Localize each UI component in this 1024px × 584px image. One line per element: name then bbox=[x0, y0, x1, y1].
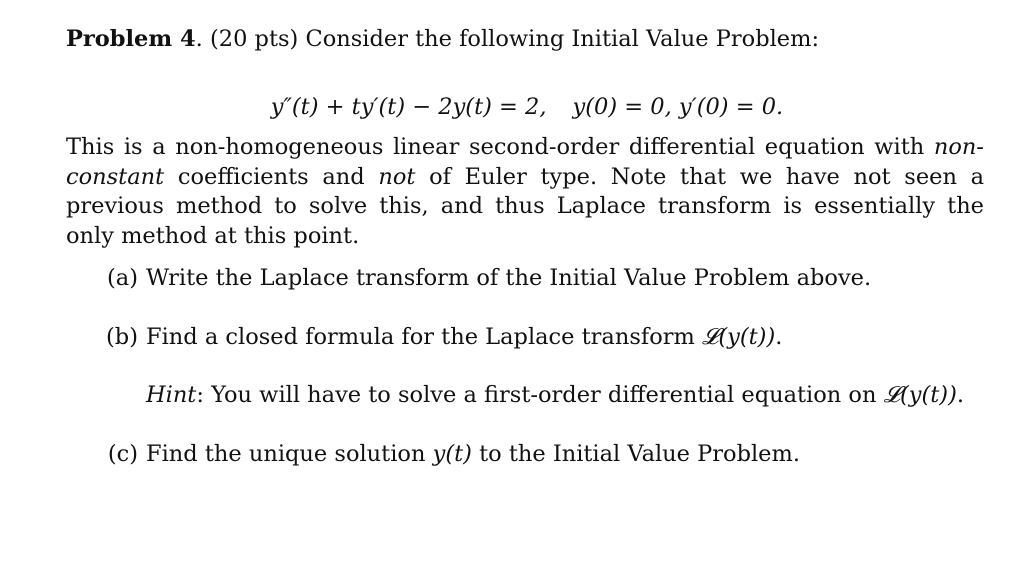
part-a-marker: (a) bbox=[107, 265, 138, 291]
problem-heading bbox=[66, 24, 819, 54]
part-b-end: . bbox=[775, 324, 783, 350]
hint-math: 𝓛(y(t)) bbox=[883, 382, 957, 408]
part-c-marker: (c) bbox=[107, 441, 138, 467]
part-c-math: y(t) bbox=[432, 441, 472, 467]
hint-label: Hint bbox=[146, 382, 197, 408]
ode-expression: y″(t) + ty′(t) − 2y(t) = 2, bbox=[270, 94, 547, 120]
description-emphasis-1: non-constant bbox=[66, 134, 984, 190]
part-b bbox=[106, 322, 783, 352]
problem-intro: Consider the following Initial Value Problem: bbox=[305, 26, 820, 52]
description-text-2: coefficients and bbox=[177, 163, 365, 190]
description-paragraph bbox=[66, 133, 984, 251]
part-b-math: 𝓛(y(t)) bbox=[702, 324, 776, 350]
part-b-text: Find a closed formula for the Laplace transform bbox=[146, 324, 695, 350]
part-b-marker: (b) bbox=[106, 324, 138, 350]
ivp-equation bbox=[0, 92, 1024, 122]
problem-label: Problem 4 bbox=[66, 26, 196, 52]
part-c-text-after: to the Initial Value Problem. bbox=[479, 441, 800, 467]
part-a bbox=[107, 263, 872, 293]
problem-label-period: . bbox=[195, 26, 203, 52]
part-a-text: Write the Laplace transform of the Initial Value Problem above. bbox=[146, 265, 872, 291]
problem-points: (20 pts) bbox=[209, 26, 299, 52]
hint-text: : You will have to solve a first-order differential equation on bbox=[196, 382, 877, 408]
description-text-3: of Euler type. Note that we have not seen a previous method to solve this, and thus Laplace transform is essentially the only method at this point. bbox=[66, 163, 985, 249]
hint-end: . bbox=[956, 382, 965, 408]
part-c-text-before: Find the unique solution bbox=[146, 441, 426, 467]
part-c bbox=[107, 439, 800, 469]
hint bbox=[146, 380, 964, 410]
description-text-1: This is a non-homogeneous linear second-order differential equation with bbox=[66, 134, 925, 160]
initial-conditions: y(0) = 0, y′(0) = 0. bbox=[572, 94, 784, 120]
description-emphasis-2: not bbox=[378, 163, 416, 190]
